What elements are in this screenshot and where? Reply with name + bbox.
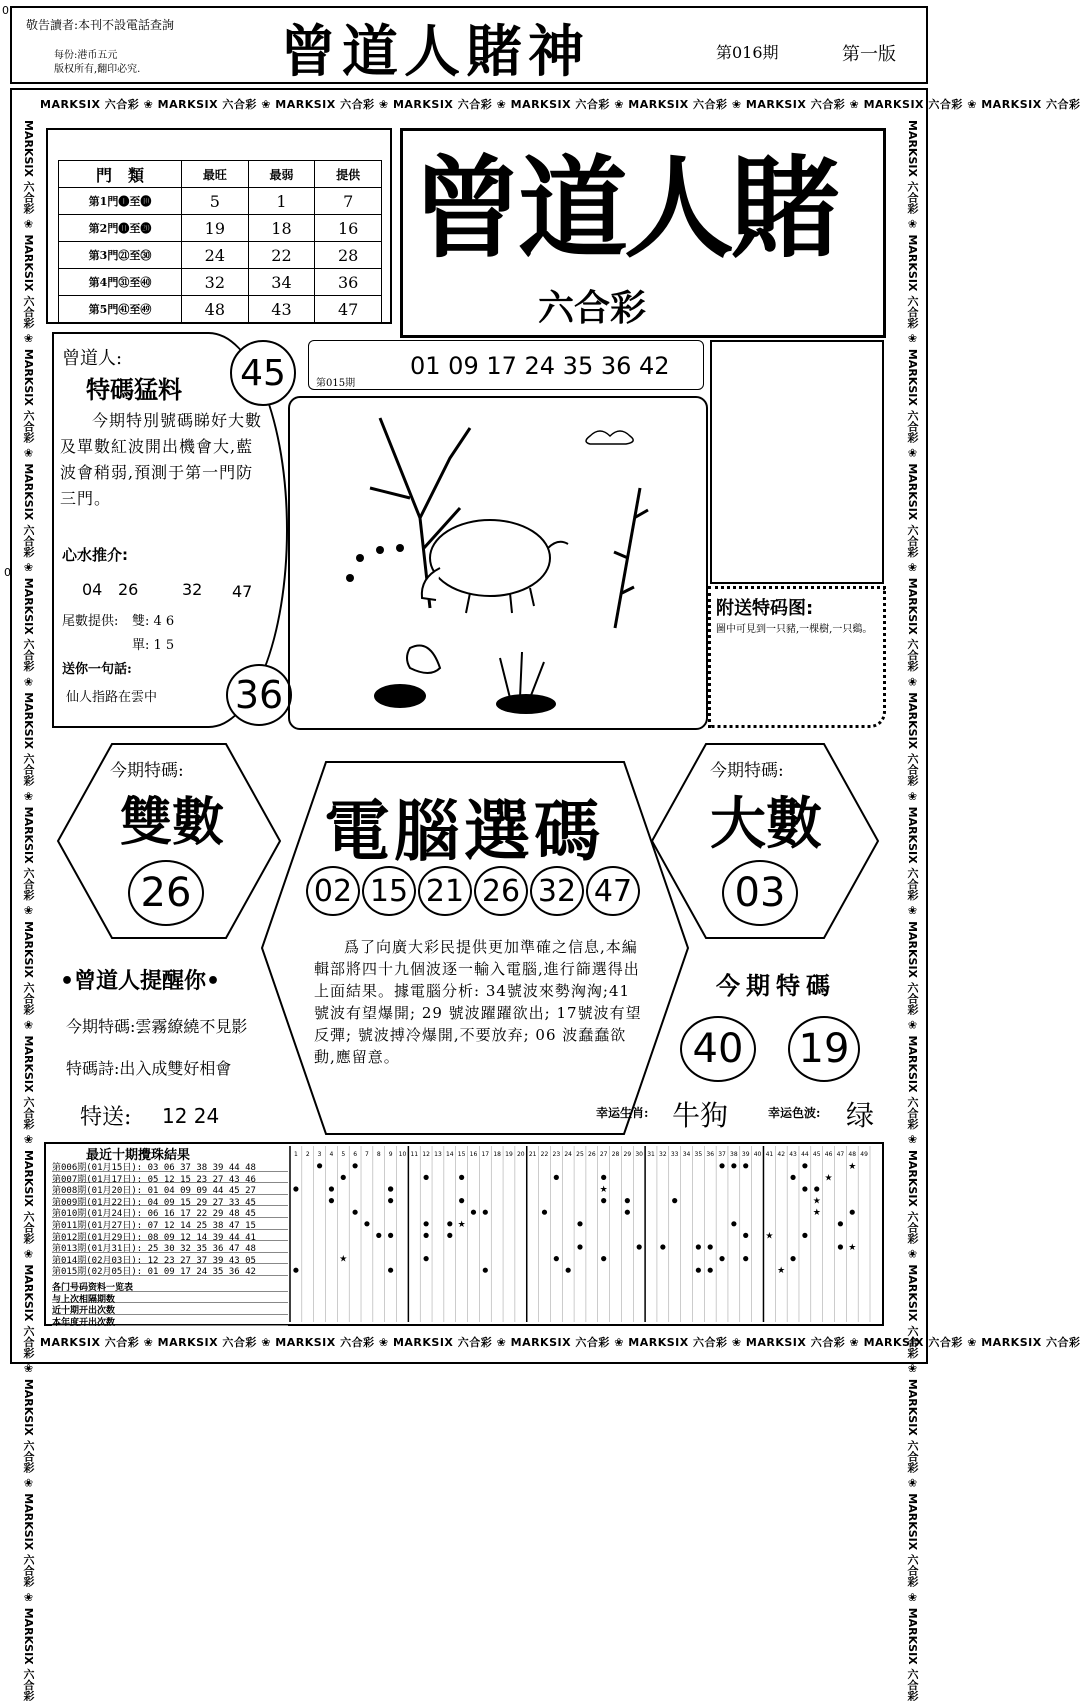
drawn-dot xyxy=(388,1186,393,1191)
stat-rows xyxy=(52,1280,288,1326)
grid-header-number: 11 xyxy=(410,1151,419,1158)
gate-value: 22 xyxy=(248,242,315,269)
grid-header-number: 37 xyxy=(718,1151,726,1158)
grid-header-number: 47 xyxy=(836,1151,845,1158)
stat-row-label: 本年度开出次数 xyxy=(52,1315,288,1327)
table-row xyxy=(59,296,382,323)
table-row xyxy=(59,188,382,215)
grid-header-number: 17 xyxy=(481,1151,490,1158)
special-star: ★ xyxy=(824,1173,833,1184)
grid-header-number: 18 xyxy=(493,1151,501,1158)
left-hex-circle xyxy=(128,860,204,926)
tip-circle-bottom xyxy=(226,664,292,726)
drawn-dot xyxy=(376,1233,381,1238)
gate-value: 24 xyxy=(182,242,249,269)
grid-header-number: 1 xyxy=(294,1151,298,1158)
result-row: 第013期(01月31日): 25 30 32 35 36 47 48 xyxy=(52,1241,288,1253)
computer-number-text: 02 xyxy=(313,873,353,909)
grid-header-number: 28 xyxy=(611,1151,620,1158)
special-star: ★ xyxy=(457,1219,466,1230)
header-rights: 版权所有,翻印必究. xyxy=(54,64,141,75)
drawn-dot xyxy=(459,1175,464,1180)
drawn-dot xyxy=(601,1198,606,1203)
tip-circle-top xyxy=(230,340,296,406)
computer-number-text: 15 xyxy=(369,873,409,909)
results-rows xyxy=(52,1160,288,1276)
result-row: 第014期(02月03日): 12 23 27 37 39 43 05 xyxy=(52,1253,288,1265)
grid-header-number: 9 xyxy=(388,1151,393,1158)
flower-icon xyxy=(346,544,404,582)
computer-number xyxy=(306,866,360,916)
special-star: ★ xyxy=(599,1185,608,1195)
grid-header-number: 24 xyxy=(564,1151,572,1158)
grid-header-number: 27 xyxy=(599,1151,608,1158)
special-star: ★ xyxy=(812,1196,821,1207)
gate-value: 16 xyxy=(315,215,382,242)
bamboo-icon xyxy=(614,488,648,628)
drawn-dot xyxy=(708,1268,713,1273)
heart-number: 26 xyxy=(118,580,139,599)
tail-single: 單: 1 5 xyxy=(132,638,175,653)
grid-header-number: 29 xyxy=(623,1151,632,1158)
special-star: ★ xyxy=(812,1208,821,1219)
grid-header-number: 39 xyxy=(741,1151,750,1158)
drawn-dot xyxy=(424,1233,429,1238)
gate-table xyxy=(58,160,382,323)
grid-header-number: 26 xyxy=(588,1151,596,1158)
grid-header-number: 32 xyxy=(659,1151,667,1158)
reminder-special-nums: 12 24 xyxy=(162,1104,220,1128)
result-row: 第015期(02月05日): 01 09 17 24 35 36 42 xyxy=(52,1264,288,1276)
result-row: 第009期(01月22日): 04 09 15 29 27 33 45 xyxy=(52,1195,288,1207)
grid-header-number: 20 xyxy=(516,1151,525,1158)
grid-header-number: 25 xyxy=(576,1151,584,1158)
gate-value: 48 xyxy=(182,296,249,323)
chicken-icon xyxy=(407,646,440,674)
grid-header-number: 38 xyxy=(730,1151,738,1158)
drawn-dot xyxy=(672,1198,677,1203)
drawn-dot xyxy=(696,1244,701,1249)
drawn-dot xyxy=(554,1175,559,1180)
pig-icon xyxy=(422,520,568,613)
special-right-title: 今期特碼 xyxy=(716,972,836,1000)
right-hex-label: 今期特碼: xyxy=(710,761,784,781)
computer-numbers xyxy=(306,866,640,916)
marksix-band-bottom: MARKSIX 六合彩 ❀ MARKSIX 六合彩 ❀ MARKSIX 六合彩 ❀ MARKSIX 六合彩 ❀ MARKSIX 六合彩 ❀ MARKSIX 六合彩 ❀ MARKSIX 六合彩 ❀ MARKSIX 六合彩 ❀ MARKSIX 六合彩 xyxy=(40,1336,1081,1349)
prev-draw-label: 第015期 xyxy=(316,378,356,389)
header-notice: 敬告讀者:本刊不設電話查詢 xyxy=(26,18,175,32)
grid-header-number: 23 xyxy=(552,1151,561,1158)
logo-title: 曾道人賭 xyxy=(412,144,836,273)
grid-header-number: 8 xyxy=(376,1151,381,1158)
results-title: 最近十期攪珠結果 xyxy=(86,1148,191,1163)
drawn-dot xyxy=(388,1198,393,1203)
special-star: ★ xyxy=(777,1266,786,1277)
gate-header-weak: 最弱 xyxy=(248,161,315,188)
marksix-band-top: MARKSIX 六合彩 ❀ MARKSIX 六合彩 ❀ MARKSIX 六合彩 ❀ MARKSIX 六合彩 ❀ MARKSIX 六合彩 ❀ MARKSIX 六合彩 ❀ MARKSIX 六合彩 ❀ MARKSIX 六合彩 ❀ MARKSIX 六合彩 xyxy=(40,98,1081,111)
drawn-dot xyxy=(447,1221,452,1226)
computer-number xyxy=(362,866,416,916)
drawn-dot xyxy=(471,1210,476,1215)
grid-header-number: 30 xyxy=(635,1151,644,1158)
gate-value: 1 xyxy=(248,188,315,215)
gate-value: 19 xyxy=(182,215,249,242)
drawn-dot xyxy=(459,1198,464,1203)
table-row xyxy=(59,269,382,296)
grid-header-number: 43 xyxy=(789,1151,797,1158)
drawn-dot xyxy=(364,1221,369,1226)
drawn-dot xyxy=(353,1210,358,1215)
grid-header-number: 16 xyxy=(469,1151,478,1158)
drawn-dot xyxy=(802,1186,807,1191)
table-row xyxy=(59,242,382,269)
grass-icon xyxy=(500,652,544,698)
drawn-dot xyxy=(388,1233,393,1238)
gate-value: 36 xyxy=(315,269,382,296)
drawn-dot xyxy=(708,1244,713,1249)
computer-number-text: 26 xyxy=(481,873,521,909)
right-hex-big: 大數 xyxy=(710,791,822,857)
drawn-dot xyxy=(850,1210,855,1215)
grid-header-number: 14 xyxy=(445,1151,454,1158)
marksix-band-left: MARKSIX 六合彩 ❀ MARKSIX 六合彩 ❀ MARKSIX 六合彩 ❀ MARKSIX 六合彩 ❀ MARKSIX 六合彩 ❀ MARKSIX 六合彩 ❀ MARKSIX 六合彩 ❀ MARKSIX 六合彩 ❀ MARKSIX 六合彩 ❀ MARKSIX 六合彩 ❀ MARKSIX 六合彩 ❀ MARKSIX 六合彩 ❀ MARKSIX 六合彩 ❀ MARKSIX 六合彩 xyxy=(22,120,35,1701)
heart-number: 32 xyxy=(182,580,203,599)
reminder-line1: 今期特碼:雲霧繚繞不見影 xyxy=(66,1017,248,1036)
cloud-icon xyxy=(586,431,633,444)
gate-value: 5 xyxy=(182,188,249,215)
gate-value: 28 xyxy=(315,242,382,269)
gate-label: 第1門❶至❿ xyxy=(59,188,182,215)
drawn-dot xyxy=(802,1163,807,1168)
color-label: 幸运色波: xyxy=(768,1106,821,1120)
result-row: 第007期(01月17日): 05 12 15 23 27 43 46 xyxy=(52,1172,288,1184)
grid-header-number: 35 xyxy=(694,1151,703,1158)
tail-label: 尾數提供: xyxy=(62,614,119,629)
marksix-band-right: MARKSIX 六合彩 ❀ MARKSIX 六合彩 ❀ MARKSIX 六合彩 ❀ MARKSIX 六合彩 ❀ MARKSIX 六合彩 ❀ MARKSIX 六合彩 ❀ MARKSIX 六合彩 ❀ MARKSIX 六合彩 ❀ MARKSIX 六合彩 ❀ MARKSIX 六合彩 ❀ MARKSIX 六合彩 ❀ MARKSIX 六合彩 ❀ MARKSIX 六合彩 ❀ MARKSIX 六合彩 xyxy=(906,120,919,1701)
blank-box xyxy=(710,340,884,584)
computer-text: 爲了向廣大彩民提供更加準確之信息,本編輯部將四十九個波逐一輸入電腦,進行篩選得出上面結果。據電腦分析: 34號波來勢洶洶;41號波有望爆開; 29 號波躍躍欲出; 17號波有望反彈; 號波搏冷爆開,不要放弃; 06 波蠢蠢欲動,應留意。 xyxy=(314,938,642,1066)
header-issue: 第016期 xyxy=(716,43,779,62)
gate-label: 第4門㉛至㊵ xyxy=(59,269,182,296)
drawn-dot xyxy=(660,1244,665,1249)
grid-header-number: 7 xyxy=(365,1151,369,1158)
grid-header-number: 22 xyxy=(540,1151,549,1158)
picture-note-text: 圖中可見到一只豬,一棵樹,一只鷄。 xyxy=(716,624,873,635)
heart-number: 04 xyxy=(82,580,103,599)
logo-subtitle: 六合彩 xyxy=(538,288,647,329)
drawn-dot xyxy=(293,1268,298,1273)
grid-header-number: 48 xyxy=(848,1151,857,1158)
tip-heading: 特碼猛料 xyxy=(86,376,182,404)
tail-double: 雙: 4 6 xyxy=(132,614,175,629)
gate-value: 7 xyxy=(315,188,382,215)
saying-text: 仙人指路在雲中 xyxy=(66,690,158,705)
computer-number xyxy=(418,866,472,916)
gate-label: 第5門㊶至㊾ xyxy=(59,296,182,323)
tip-circle-top-number: 45 xyxy=(240,352,286,394)
grid-header-number: 2 xyxy=(305,1151,310,1158)
results-grid xyxy=(290,1146,880,1322)
drawn-dot xyxy=(566,1268,571,1273)
result-row: 第010期(01月24日): 06 16 17 22 29 48 45 xyxy=(52,1206,288,1218)
grid-header-number: 42 xyxy=(777,1151,786,1158)
gate-header-hot: 最旺 xyxy=(182,161,249,188)
drawn-dot xyxy=(743,1163,748,1168)
grid-header-number: 36 xyxy=(706,1151,715,1158)
drawn-dot xyxy=(554,1256,559,1261)
drawn-dot xyxy=(814,1186,819,1191)
result-row: 第006期(01月15日): 03 06 37 38 39 44 48 xyxy=(52,1160,288,1172)
drawn-dot xyxy=(743,1233,748,1238)
tip-circle-bottom-number: 36 xyxy=(234,673,284,717)
grid-header-number: 5 xyxy=(341,1151,346,1158)
tip-body: 今期特別號碼睇好大數及單數紅波開出機會大,藍波會稍弱,預測于第一門防三門。 xyxy=(60,411,263,508)
gate-value: 32 xyxy=(182,269,249,296)
drawn-dot xyxy=(577,1221,582,1226)
drawn-dot xyxy=(329,1186,334,1191)
grid-header-number: 49 xyxy=(860,1151,868,1158)
grid-header-number: 4 xyxy=(329,1151,334,1158)
drawn-dot xyxy=(424,1256,429,1261)
special-star: ★ xyxy=(765,1231,774,1242)
grid-header-number: 44 xyxy=(801,1151,809,1158)
reminder-title: •曾道人提醒你• xyxy=(60,969,221,994)
grid-header-number: 40 xyxy=(753,1151,762,1158)
drawn-dot xyxy=(341,1175,346,1180)
drawn-dot xyxy=(424,1175,429,1180)
grid-header-number: 6 xyxy=(353,1151,358,1158)
grid-header-number: 34 xyxy=(682,1151,691,1158)
drawn-dot xyxy=(838,1221,843,1226)
drawn-dot xyxy=(601,1256,606,1261)
drawn-dot xyxy=(293,1186,298,1191)
drawn-dot xyxy=(637,1244,642,1249)
drawn-dot xyxy=(353,1163,358,1168)
drawn-dot xyxy=(388,1268,393,1273)
grid-header-number: 13 xyxy=(434,1151,442,1158)
drawn-dot xyxy=(601,1175,606,1180)
special-right-number: 40 xyxy=(692,1026,744,1072)
header-edition: 第一版 xyxy=(842,44,896,65)
left-hex-number: 26 xyxy=(140,870,192,916)
drawn-dot xyxy=(424,1221,429,1226)
computer-number-text: 47 xyxy=(593,873,633,909)
drawn-dot xyxy=(790,1175,795,1180)
drawn-dot xyxy=(719,1256,724,1261)
drawn-dot xyxy=(838,1244,843,1249)
gate-value: 18 xyxy=(248,215,315,242)
grid-header-number: 15 xyxy=(457,1151,466,1158)
grid-header-number: 45 xyxy=(812,1151,821,1158)
picture-note-title: 附送特码图: xyxy=(716,598,814,619)
grid-header-number: 12 xyxy=(422,1151,430,1158)
result-row: 第012期(01月29日): 08 09 12 14 39 44 41 xyxy=(52,1230,288,1242)
drawn-dot xyxy=(577,1244,582,1249)
gate-label: 第3門㉑至㉚ xyxy=(59,242,182,269)
table-row xyxy=(59,215,382,242)
tip-name: 曾道人: xyxy=(62,348,123,369)
special-star: ★ xyxy=(848,1161,857,1172)
special-right-circle xyxy=(680,1016,756,1082)
zodiac-value: 牛狗 xyxy=(672,1099,729,1132)
gate-value: 47 xyxy=(315,296,382,323)
drawn-dot xyxy=(447,1233,452,1238)
right-hex-number: 03 xyxy=(734,870,786,916)
grid-header-number: 19 xyxy=(505,1151,513,1158)
reminder-special-label: 特送: xyxy=(80,1105,132,1130)
gate-header-type: 門 類 xyxy=(59,161,182,188)
header-price: 每份:港币五元 xyxy=(54,50,118,61)
computer-title: 電腦選碼 xyxy=(324,792,604,870)
drawn-dot xyxy=(731,1163,736,1168)
saying-label: 送你一句話: xyxy=(62,662,132,677)
grid-header-number: 33 xyxy=(670,1151,679,1158)
drawn-dot xyxy=(317,1163,322,1168)
drawn-dot xyxy=(625,1198,630,1203)
heart-number: 47 xyxy=(232,582,253,601)
drawn-dot xyxy=(329,1198,334,1203)
margin-mark-mid: 0 xyxy=(4,566,11,579)
gate-label: 第2門⓫至⓴ xyxy=(59,215,182,242)
margin-mark-top: 0 xyxy=(2,4,9,17)
drawn-dot xyxy=(731,1221,736,1226)
color-value: 绿 xyxy=(846,1099,875,1132)
rock-icon xyxy=(374,684,556,714)
grid-header-number: 46 xyxy=(824,1151,833,1158)
special-right-number: 19 xyxy=(798,1026,850,1072)
computer-number xyxy=(530,866,584,916)
drawn-dot xyxy=(625,1210,630,1215)
computer-number xyxy=(586,866,640,916)
left-hex-big: 雙數 xyxy=(120,792,225,853)
zodiac-label: 幸运生肖: xyxy=(596,1106,649,1120)
drawn-dot xyxy=(696,1268,701,1273)
grid-header-number: 3 xyxy=(317,1151,322,1158)
drawn-dot xyxy=(802,1233,807,1238)
stat-row-label: 各门号码资料一览表 xyxy=(52,1280,288,1292)
drawn-dot xyxy=(483,1210,488,1215)
grid-header-number: 10 xyxy=(398,1151,407,1158)
stat-row-label: 近十期开出次数 xyxy=(52,1303,288,1315)
right-hex-circle xyxy=(722,860,798,926)
drawn-dot xyxy=(790,1256,795,1261)
computer-number xyxy=(474,866,528,916)
special-star: ★ xyxy=(848,1243,857,1253)
gate-value: 34 xyxy=(248,269,315,296)
drawn-dot xyxy=(719,1163,724,1168)
result-row: 第011期(01月27日): 07 12 14 25 38 47 15 xyxy=(52,1218,288,1230)
drawn-dot xyxy=(743,1256,748,1261)
drawn-dot xyxy=(483,1268,488,1273)
special-right-circle xyxy=(788,1016,860,1082)
grid-header-number: 31 xyxy=(647,1151,655,1158)
reminder-line2: 特碼詩:出入成雙好相會 xyxy=(66,1059,232,1078)
special-star: ★ xyxy=(339,1254,348,1265)
computer-number-text: 32 xyxy=(537,873,577,909)
drawn-dot xyxy=(542,1210,547,1215)
stat-row-label: 与上次相隔期数 xyxy=(52,1292,288,1304)
header-title: 曾道人賭神 xyxy=(280,19,590,85)
picture-illustration xyxy=(290,398,706,728)
prev-draw-numbers: 01 09 17 24 35 36 42 xyxy=(410,352,670,380)
grid-header-number: 21 xyxy=(528,1151,537,1158)
gate-header-provide: 提供 xyxy=(315,161,382,188)
computer-number-text: 21 xyxy=(425,873,465,909)
left-hex-label: 今期特碼: xyxy=(110,761,184,781)
result-row: 第008期(01月20日): 01 04 09 09 44 45 27 xyxy=(52,1183,288,1195)
heart-title: 心水推介: xyxy=(62,546,128,564)
grid-header-number: 41 xyxy=(765,1151,774,1158)
gate-value: 43 xyxy=(248,296,315,323)
